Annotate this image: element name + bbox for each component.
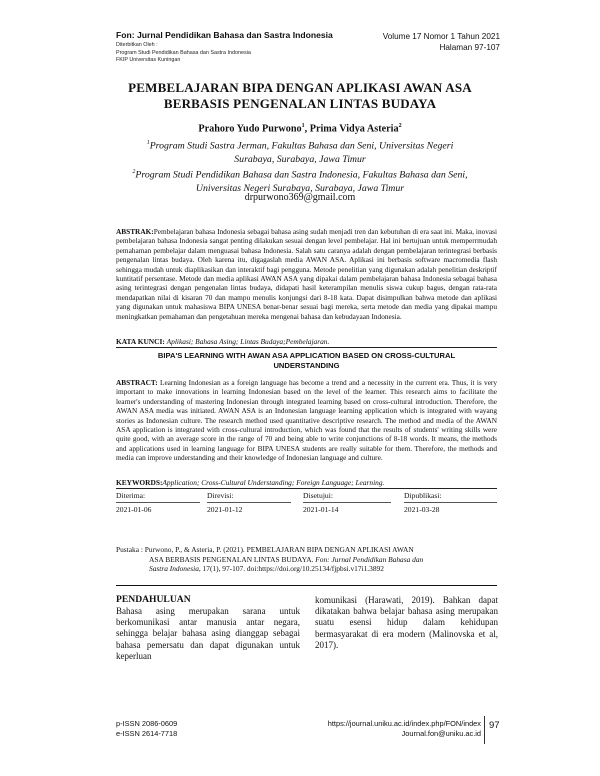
footer-links xyxy=(300,719,481,739)
citation-colon: : xyxy=(140,545,143,554)
body-column-left: Bahasa asing merupakan sarana untuk berkomunikasi antar manusia antar negara, sehingga belajar bahasa asing dianggap sebagai bahasa pemersatu dan dapat digunakan untuk keperluan xyxy=(116,606,300,661)
journal-url[interactable]: https://journal.uniku.ac.id/index.php/FON/index xyxy=(327,719,481,728)
journal-name: Fon: Jurnal Pendidikan Bahasa dan Sastra Indonesia xyxy=(116,30,333,40)
p-issn: p-ISSN 2086-0609 xyxy=(116,719,178,728)
publisher-line: FKIP Universitas Kuningan xyxy=(116,57,181,63)
author-sup: 2 xyxy=(398,123,402,129)
date-label: Disetujui: xyxy=(303,491,391,503)
title-line: BERBASIS PENGENALAN LINTAS BUDAYA xyxy=(163,96,437,111)
affil-sup: 1 xyxy=(146,140,150,146)
affil-text: Program Studi Pendidikan Bahasa dan Sastra Indonesia, Fakultas Bahasa dan Seni, xyxy=(135,169,468,181)
date-label: Diterima: xyxy=(116,491,200,503)
page-number: 97 xyxy=(489,720,500,731)
footer-divider xyxy=(484,716,485,744)
divider xyxy=(116,488,497,489)
abstract-text: Learning Indonesian as a foreign language has become a trend and a necessity in the current era. Thus, it is very important to make innovations in learning Indonesian based on the level of the learner. This research aims to facilitate the learner's understanding of mastering Indonesian through integrated learning based on cross-cultural introduction. Therefore, the AWAN ASA media was initiated. AWAN ASA is an Indonesian language learning application which is integrated with wayang stories as Indonesian culture. The research method used quantitative descriptive research. The method and media of the AWAN ASA application is integrated with cross-cultural introduction, which was found that the results of students' writing skills were quite good, with an average score in the range of 70 and being able to write conjunctions of 8-18 words. It means, the methods and applications used in learning language for BIPA UNESA students are really suitable for them. Therefore, the methods and media can improve understanding and their knowledge of Indonesian language and culture. xyxy=(116,378,498,463)
citation-text: ASA BERBASIS PENGENALAN LINTAS BUDAYA. xyxy=(149,554,314,564)
date-value: 2021-01-14 xyxy=(303,505,339,514)
volume-info xyxy=(383,31,500,53)
publisher-line: Program Studi Pendidikan Bahasa dan Sastra Indonesia xyxy=(116,49,251,56)
date-label: Dipublikasi: xyxy=(404,491,497,503)
abstrak-paragraph xyxy=(116,227,497,321)
date-label: Direvisi: xyxy=(207,491,291,503)
abstract-paragraph xyxy=(116,378,497,463)
affiliations xyxy=(90,137,510,196)
publisher-info xyxy=(116,42,251,65)
affiliation-line xyxy=(90,166,510,182)
keywords xyxy=(116,478,497,487)
english-title xyxy=(116,351,497,371)
body-column-right: komunikasi (Harawati, 2019). Bahkan dapat dikatakan bahwa belajar bahasa asing merupakan suatu esensi hidup dalam kehidupan bermasyarakat di era modern (Malinovska et al, 2017). xyxy=(315,595,498,650)
date-received xyxy=(116,491,200,515)
english-title-line: UNDERSTANDING xyxy=(273,361,340,370)
english-title-line: BIPA'S LEARNING WITH AWAN ASA APPLICATION BASED ON CROSS-CULTURAL xyxy=(157,351,456,360)
abstrak-text: Pembelajaran bahasa Indonesia sebagai bahasa asing sudah menjadi tren dan kebutuhan di era saat ini. Maka, inovasi pembelajaran bahasa Indonesia sangat penting dilakukan sesuai dengan level pembelajar. Hal ini bertujuan untuk memperrmudah pemahaman pembelajar dalam menguasai bahasa Indonesia. Salah satu caranya adalah dengan pembelajaran terintegrasi berbasis pengenalan lintas budaya. Oleh karena itu, digagaslah media AWAN ASA. Aplikasi ini berbasis software macromedia flash sehingga mudah untuk diaplikasikan dan interaktif bagi pengguna. Metode penelitian yang digunakan adalah penelitian deskriptif kuntitatif persentase. Metode dan media aplikasi AWAN ASA yang dipakai dalam pembelajaran bahasa Indonesia sebagai bahasa asing terintegrasi dengan pengenalan lintas budaya, didapati hasil keterampilan menulis siswa cukup bagus, dengan rata-rata mendapatkan nilai di kisaran 70 dan mampu menulis konjungsi dari 8-18 kata. Dapat disimpulkan bahwa metode dan aplikasi yang digunakan untuk mahasiswa BIPA UNESA benar-benar sesuai bagi mereka, serta metode dan media yang dipakai mampu meningkatkan pemahaman dan pengetahuan mereka mengenai bahasa dan kebudayaan Indonesia. xyxy=(116,227,497,321)
keywords-text: Application; Cross-Cultural Understanding; Foreign Language; Learning. xyxy=(162,478,385,487)
journal-email[interactable]: Journal.fon@uniku.ac.id xyxy=(401,729,481,738)
author-name: Prima Vidya Asteria xyxy=(309,123,399,135)
section-heading: PENDAHULUAN xyxy=(116,594,191,605)
author-list xyxy=(90,123,510,134)
citation-doi[interactable]: , 17(1), 97-107. doi:https://doi.org/10.25134/fjpbsi.v17i1.3892 xyxy=(198,564,384,574)
date-value: 2021-01-06 xyxy=(116,505,152,514)
affil-sup: 2 xyxy=(132,169,136,176)
abstract-label: ABSTRACT: xyxy=(116,378,158,387)
issn-info xyxy=(116,719,177,739)
e-issn: e-ISSN 2614-7718 xyxy=(116,729,178,738)
citation-journal: Sastra Indonesia xyxy=(149,564,199,574)
kata-kunci xyxy=(116,337,497,346)
affil-text: Program Studi Sastra Jerman, Fakultas Bahasa dan Seni, Universitas Negeri xyxy=(149,140,454,152)
affiliation-line: Universitas Negeri Surabaya, Surabaya, Jawa Timur xyxy=(195,183,405,195)
affiliation-line xyxy=(90,137,510,153)
citation-journal: Fon: Jurnal Pendidikan Bahasa dan xyxy=(315,554,424,564)
keywords-label: KEYWORDS: xyxy=(116,478,163,487)
citation-line xyxy=(116,545,500,555)
citation-line[interactable] xyxy=(116,564,500,574)
author-name: Prahoro Yudo Purwono xyxy=(198,123,302,135)
date-published xyxy=(404,491,497,515)
citation-label: Pustaka xyxy=(116,545,139,554)
citation-line xyxy=(116,555,500,565)
affiliation-line: Surabaya, Surabaya, Jawa Timur xyxy=(234,153,366,165)
kata-kunci-text: Aplikasi; Bahasa Asing; Lintas Budaya;Pembelajaran. xyxy=(166,337,330,346)
author-sup: 1 xyxy=(301,123,305,129)
citation-text: Purwono, P., & Asteria, P. (2021). PEMBELAJARAN BIPA DENGAN APLIKASI AWAN xyxy=(144,545,414,554)
publisher-line: Diterbitkan Oleh : xyxy=(116,42,158,48)
kata-kunci-label: KATA KUNCI: xyxy=(116,337,165,346)
citation xyxy=(116,545,500,574)
article-title xyxy=(90,80,510,112)
author-separator: , xyxy=(304,123,310,135)
title-line: PEMBELAJARAN BIPA DENGAN APLIKASI AWAN ASA xyxy=(128,80,472,95)
date-approved xyxy=(303,491,391,515)
date-revised xyxy=(207,491,291,515)
abstrak-label: ABSTRAK: xyxy=(116,227,154,236)
divider xyxy=(116,347,497,348)
date-value: 2021-03-28 xyxy=(404,505,440,514)
author-email[interactable]: drpurwono369@gmail.com xyxy=(244,192,356,203)
volume-issue: Volume 17 Nomor 1 Tahun 2021 xyxy=(382,32,500,41)
page-range: Halaman 97-107 xyxy=(439,43,500,52)
date-value: 2021-01-12 xyxy=(207,505,243,514)
divider xyxy=(116,585,497,586)
